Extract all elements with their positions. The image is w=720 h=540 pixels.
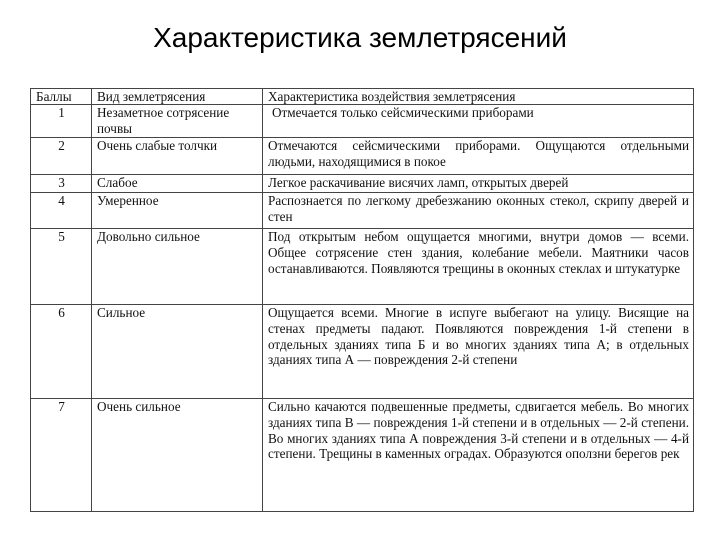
table-row [31, 193, 694, 229]
row-description: Отмечается только сейсмическими приборами [263, 105, 694, 138]
row-type: Незаметное сотрясение почвы [92, 105, 263, 138]
row-description: Легкое раскачивание висячих ламп, открытых дверей [263, 175, 694, 193]
table-row [31, 138, 694, 175]
row-description: Распознается по легкому дребезжанию оконных стекол, скрипу дверей и стен [263, 193, 694, 229]
table-header-row [31, 89, 694, 105]
row-type: Довольно сильное [92, 229, 263, 305]
row-score: 7 [31, 399, 92, 512]
row-score: 4 [31, 193, 92, 229]
table-row [31, 175, 694, 193]
row-score: 2 [31, 138, 92, 175]
header-type: Вид землетрясения [92, 89, 263, 105]
row-score: 6 [31, 305, 92, 399]
earthquake-table [30, 88, 694, 512]
table-row [31, 399, 694, 512]
row-description: Под открытым небом ощущается многими, внутри домов — всеми. Общее сотрясение стен здания, колебание мебели. Маятники часов останавливаются. Появляются трещины в оконных стеклах и штукатурке [263, 229, 694, 305]
row-score: 1 [31, 105, 92, 138]
row-type: Умеренное [92, 193, 263, 229]
table-row [31, 305, 694, 399]
row-score: 5 [31, 229, 92, 305]
row-description: Сильно качаются подвешенные предметы, сдвигается мебель. Во многих зданиях типа В — повреждения 1-й степени и в отдельных — 2-й степени. Во многих зданиях типа А повреждения 3-й степени и в отдельных — 4-й степени. Трещины в каменных оградах. Образуются оползни берегов рек [263, 399, 694, 512]
table-row [31, 229, 694, 305]
row-type: Очень слабые толчки [92, 138, 263, 175]
row-description: Ощущается всеми. Многие в испуге выбегают на улицу. Висящие на стенах предметы падают. Появляются повреждения 1-й степени в отдельных зданиях типа Б и во многих зданиях типа А; в отдельных зданиях типа А — повреждения 2-й степени [263, 305, 694, 399]
row-type: Слабое [92, 175, 263, 193]
row-description: Отмечаются сейсмическими приборами. Ощущаются отдельными людьми, находящимися в покое [263, 138, 694, 175]
page-title: Характеристика землетрясений [153, 22, 567, 53]
row-type: Очень сильное [92, 399, 263, 512]
row-type: Сильное [92, 305, 263, 399]
table-row [31, 105, 694, 138]
header-score: Баллы [31, 89, 92, 105]
header-description: Характеристика воздействия землетрясения [263, 89, 694, 105]
row-score: 3 [31, 175, 92, 193]
